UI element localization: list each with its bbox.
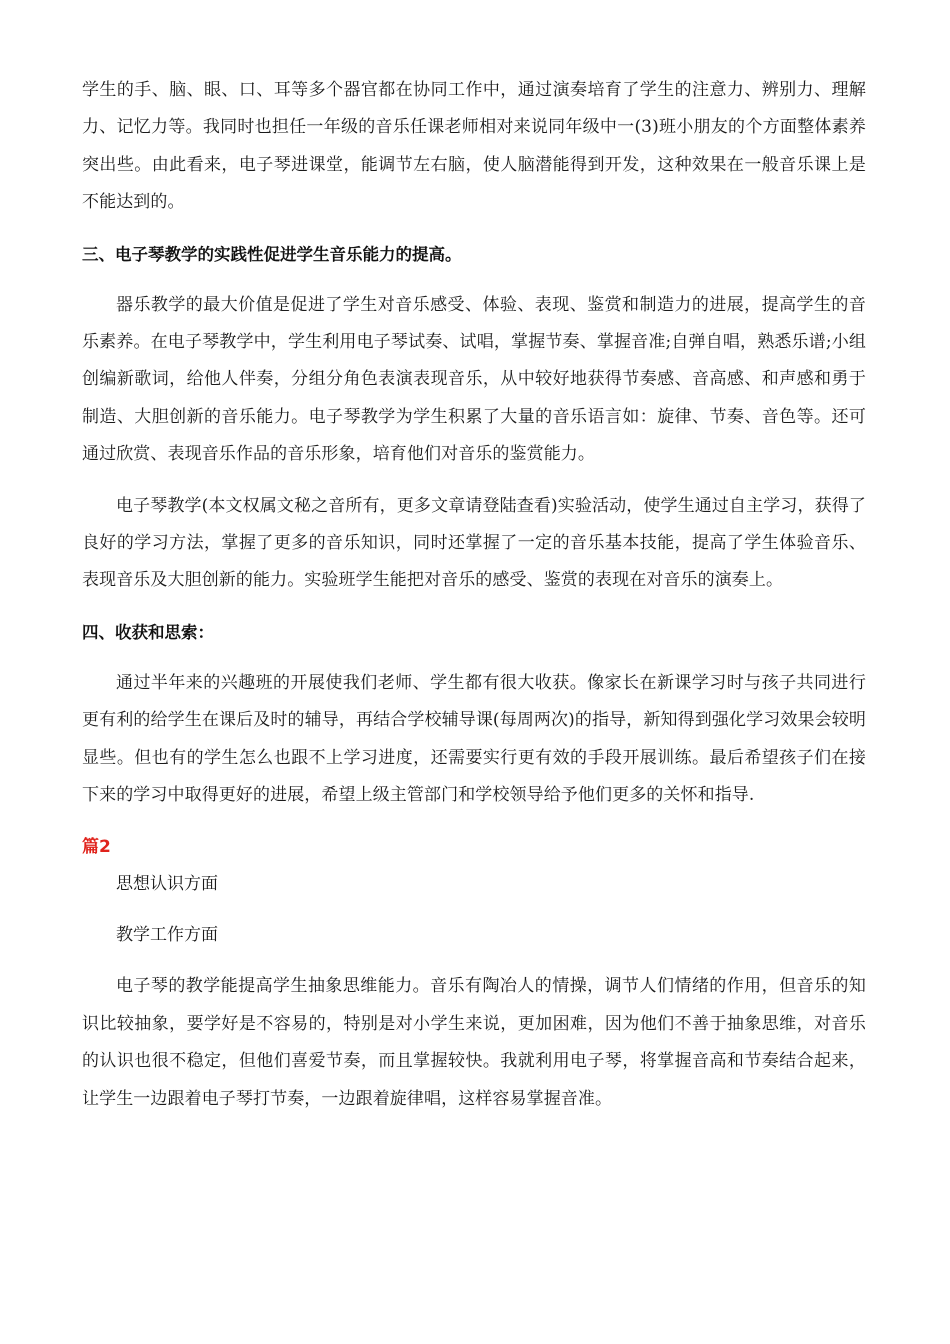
- subheading-ideology: 思想认识方面: [116, 873, 218, 894]
- section-marker-part-two: 篇2: [82, 836, 111, 857]
- paragraph-harvest: 通过半年来的兴趣班的开展使我们老师、学生都有很大收获。像家长在新课学习时与孩子共同进行更有利的给学生在课后及时的辅导，再结合学校辅导课(每周两次)的指导，新知得到强化学习效果会较明显些。但也有的学生怎么也跟不上学习进度，还需要实行更有效的手段开展训练。最后希望孩子们在接下来的学习中取得更好的进展，希望上级主管部门和学校领导给予他们更多的关怀和指导.: [82, 672, 866, 806]
- subheading-teaching-work: 教学工作方面: [116, 924, 218, 945]
- paragraph-abstract-thinking: 电子琴的教学能提高学生抽象思维能力。音乐有陶冶人的情操，调节人们情绪的作用，但音乐的知识比较抽象，要学好是不容易的，特别是对小学生来说，更加困难，因为他们不善于抽象思维，对音乐的认识也很不稳定，但他们喜爱节奏，而且掌握较快。我就利用电子琴，将掌握音高和节奏结合起来，让学生一边跟着电子琴打节奏，一边跟着旋律唱，这样容易掌握音准。: [82, 976, 866, 1109]
- document-page: [82, 72, 866, 1118]
- paragraph-experiment-activity: 电子琴教学(本文权属文秘之音所有，更多文章请登陆查看)实验活动，使学生通过自主学习，获得了良好的学习方法，掌握了更多的音乐知识，同时还掌握了一定的音乐基本技能，提高了学生体验音乐、表现音乐及大胆创新的能力。实验班学生能把对音乐的感受、鉴赏的表现在对音乐的演奏上。: [82, 495, 866, 591]
- paragraph-continuation: 学生的手、脑、眼、口、耳等多个器官都在协同工作中，通过演奏培育了学生的注意力、辨别力、理解力、记忆力等。我同时也担任一年级的音乐任课老师相对来说同年级中一(3)班小朋友的个方面整体素养突出些。由此看来，电子琴进课堂，能调节左右脑，使人脑潜能得到开发，这种效果在一般音乐课上是不能达到的。: [82, 80, 866, 213]
- paragraph-instrument-teaching: 器乐教学的最大价值是促进了学生对音乐感受、体验、表现、鉴赏和制造力的进展，提高学生的音乐素养。在电子琴教学中，学生利用电子琴试奏、试唱，掌握节奏、掌握音准;自弹自唱，熟悉乐谱;小组创编新歌词，给他人伴奏，分组分角色表演表现音乐，从中较好地获得节奏感、音高感、和声感和勇于制造、大胆创新的音乐能力。电子琴教学为学生积累了大量的音乐语言如：旋律、节奏、音色等。还可通过欣赏、表现音乐作品的音乐形象，培育他们对音乐的鉴赏能力。: [82, 294, 866, 465]
- heading-section-four: 四、收获和思索：: [82, 622, 214, 642]
- heading-section-three: 三、电子琴教学的实践性促进学生音乐能力的提高。: [82, 244, 462, 264]
